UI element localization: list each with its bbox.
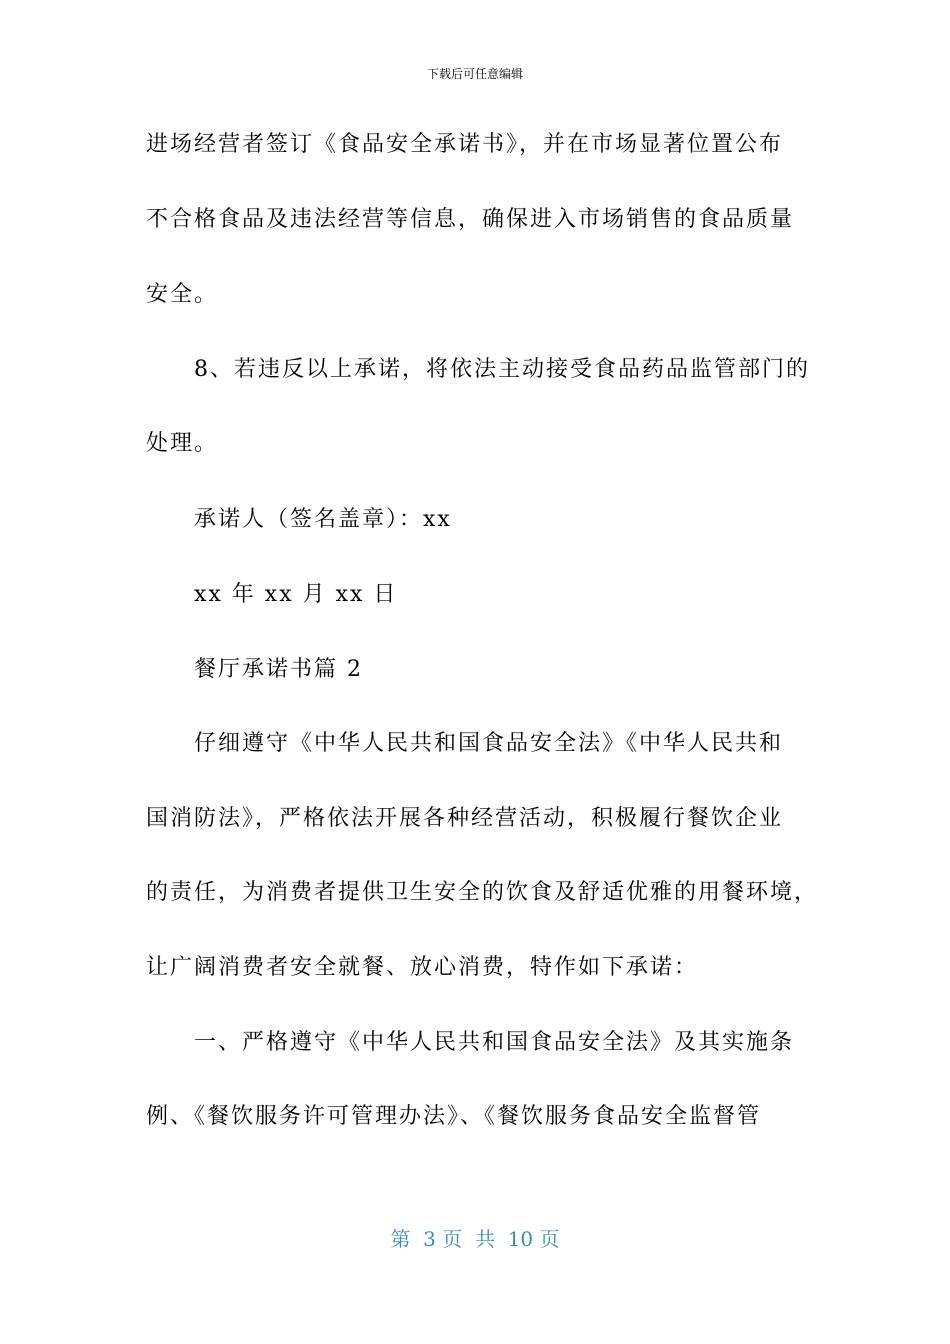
body-line: 国消防法》，严格依法开展各种经营活动，积极履行餐饮企业 [146,806,784,831]
body-line: 处理。 [146,431,219,456]
section-title: 餐厅承诺书篇 2 [146,657,363,682]
header-note: 下载后可任意编辑 [426,67,523,81]
body-line: 仔细遵守《中华人民共和国食品安全法》《中华人民共和 [146,731,784,756]
body-line: 不合格食品及违法经营等信息，确保进入市场销售的食品质量 [146,207,795,232]
body-line: 让广阔消费者安全就餐、放心消费，特作如下承诺： [146,955,699,980]
body-line: 进场经营者签订《食品安全承诺书》，并在市场显著位置公布 [146,132,784,157]
body-line: 的责任，为消费者提供卫生安全的饮食及舒适优雅的用餐环境， [146,880,819,905]
body-line: 安全。 [146,282,219,307]
date-line: xx 年 xx 月 xx 日 [146,582,398,607]
signer-line: 承诺人（签名盖章）：xx [146,507,452,532]
page-number: 第 3 页 共 10 页 [390,1227,560,1251]
body-line: 8、若违反以上承诺，将依法主动接受食品药品监管部门的 [146,357,810,382]
body-line: 一、严格遵守《中华人民共和国食品安全法》及其实施条 [146,1030,795,1055]
body-line: 例、《餐饮服务许可管理办法》、《餐饮服务食品安全监督管 [146,1104,762,1129]
